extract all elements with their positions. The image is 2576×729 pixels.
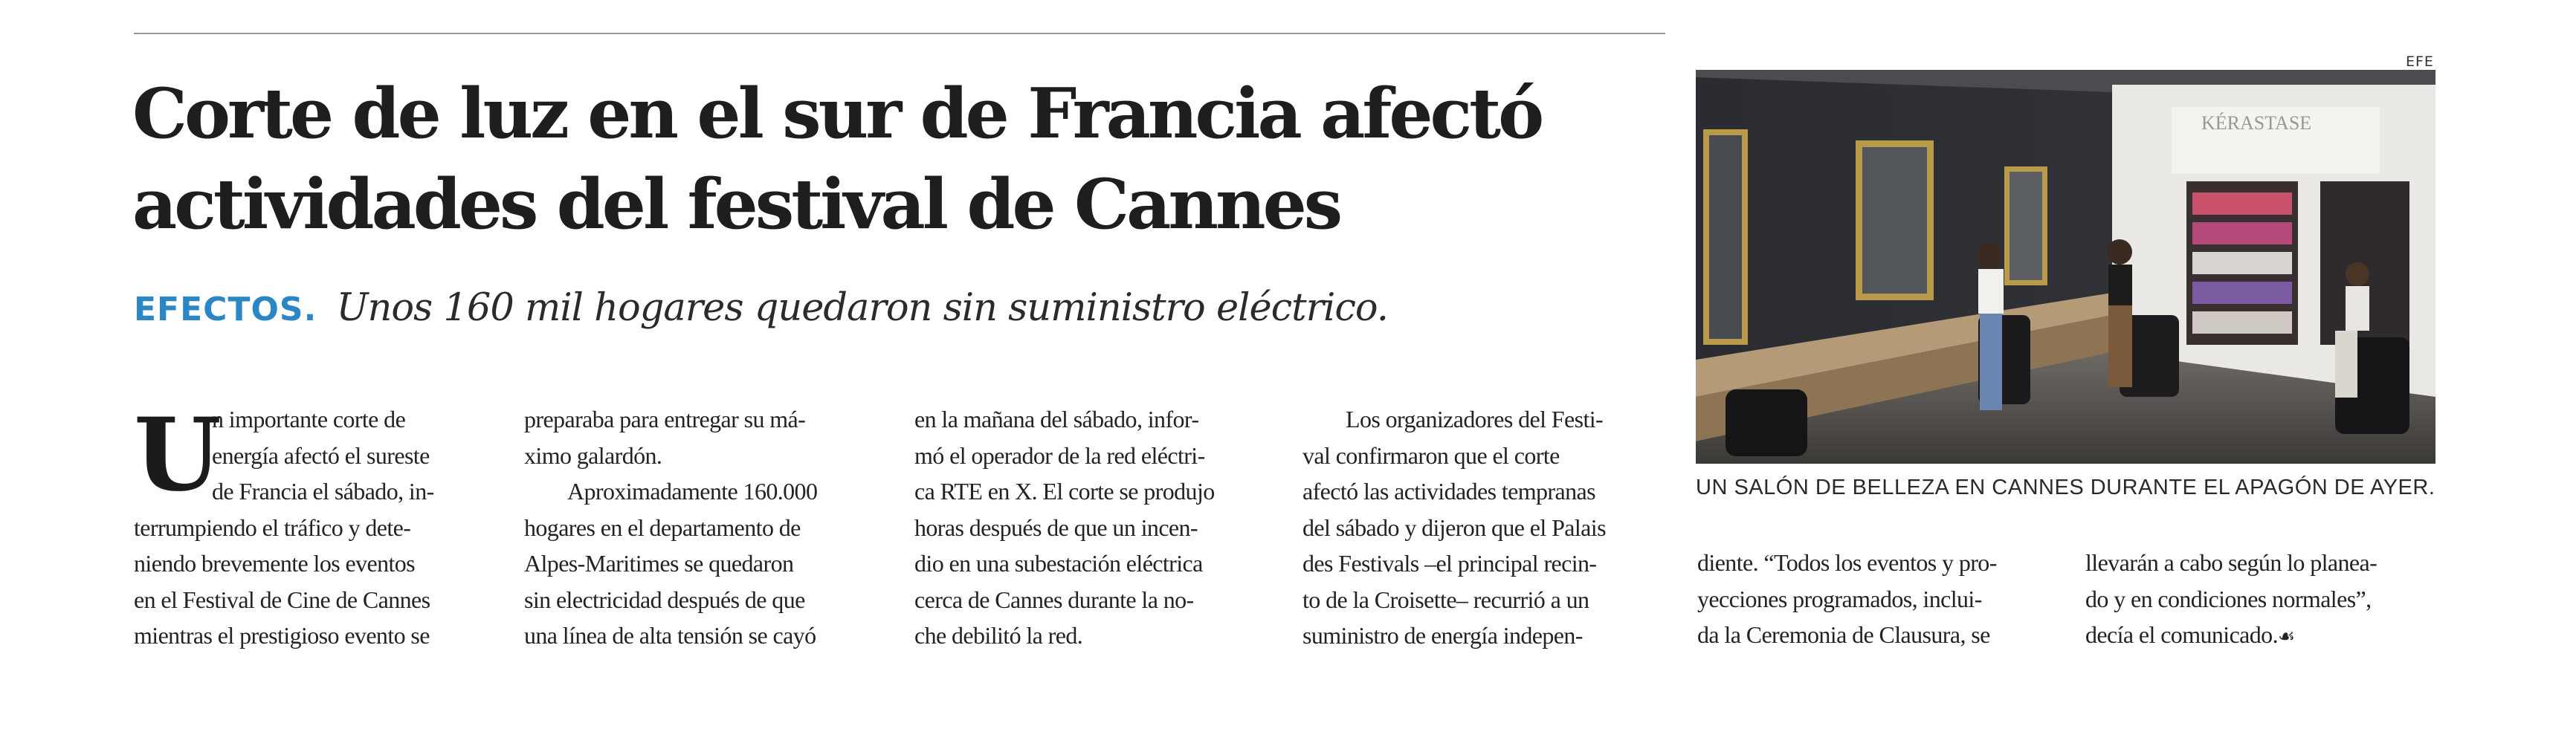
body-column-1 [134,395,487,654]
body-line: en la mañana del sábado, infor- [914,406,1199,432]
body-line: yecciones programados, inclui- [1697,585,1982,612]
article-subhead [134,285,1388,334]
dropcap-paragraph [134,395,487,513]
body-line: Los organizadores del Festi- [1346,406,1604,432]
body-line: mientras el prestigioso evento se [134,622,430,649]
body-line: terrumpiendo el tráfico y dete- [134,513,411,541]
body-line: en el Festival de Cine de Cannes [134,586,430,613]
body-line [2085,617,2438,655]
photo-caption: UN SALÓN DE BELLEZA EN CANNES DURANTE EL APAGÓN DE AYER. [1696,476,2435,499]
end-of-article-icon: ☙ [2278,626,2295,648]
body-column-6 [2085,545,2438,655]
body-line: una línea de alta tensión se cayó [524,622,816,649]
body-line: energía afectó el sureste [212,441,430,469]
body-line: ca RTE en X. El corte se produjo [914,478,1215,505]
body-line: suministro de energía indepen- [1302,622,1583,649]
body-line: che debilitó la red. [914,622,1083,649]
subhead-kicker: EFECTOS. [134,291,317,328]
salon-photo [1696,70,2435,464]
body-line: Alpes-Maritimes se quedaron [524,550,794,577]
body-line: da la Ceremonia de Clausura, se [1697,621,1990,648]
body-line: cerca de Cannes durante la no- [914,586,1194,613]
body-line: preparaba para entregar su má- [524,406,806,432]
headline-line-1: Corte de luz en el sur de Francia afectó [132,73,1542,154]
body-line: horas después de que un incen- [914,513,1198,541]
body-line: afectó las actividades tempranas [1302,478,1595,505]
body-line: sin electricidad después de que [524,586,805,613]
body-line: n importante corte de [212,406,406,432]
body-column-4 [1302,401,1656,654]
body-column-5 [1697,545,2050,653]
dropcap-letter: U [134,395,222,513]
body-line: de Francia el sábado, in- [212,478,434,505]
body-line: niendo brevemente los eventos [134,550,416,577]
body-line: del sábado y dijeron que el Palais [1302,513,1606,541]
body-column-2 [524,401,877,654]
body-line: to de la Croisette– recurrió a un [1302,586,1589,613]
body-line: val confirmaron que el corte [1302,441,1560,469]
body-line: diente. “Todos los eventos y pro- [1697,549,1997,576]
body-line: ximo galardón. [524,441,662,469]
salon-illustration [1696,70,2435,464]
body-line: des Festivals –el principal recin- [1302,550,1597,577]
body-column-3 [914,401,1268,654]
photo-credit: EFE [2406,54,2434,70]
body-line: llevarán a cabo según lo planea- [2085,549,2378,576]
previous-article-fragment [134,0,1665,10]
body-line: Aproximadamente 160.000 [567,478,818,505]
section-divider [134,33,1665,34]
body-line: mó el operador de la red eléctri- [914,441,1205,469]
closing-sentence: decía el comunicado. [2085,621,2278,648]
article-headline [132,68,1619,250]
body-line: do y en condiciones normales”, [2085,585,2372,612]
body-line: dio en una subestación eléctrica [914,550,1203,577]
headline-line-2: actividades del festival de Cannes [132,163,1340,244]
body-line: hogares en el departamento de [524,513,801,541]
kerastase-sign: KÉRASTASE [2201,112,2312,134]
subhead-text: Unos 160 mil hogares quedaron sin suministro eléctrico. [336,286,1388,330]
